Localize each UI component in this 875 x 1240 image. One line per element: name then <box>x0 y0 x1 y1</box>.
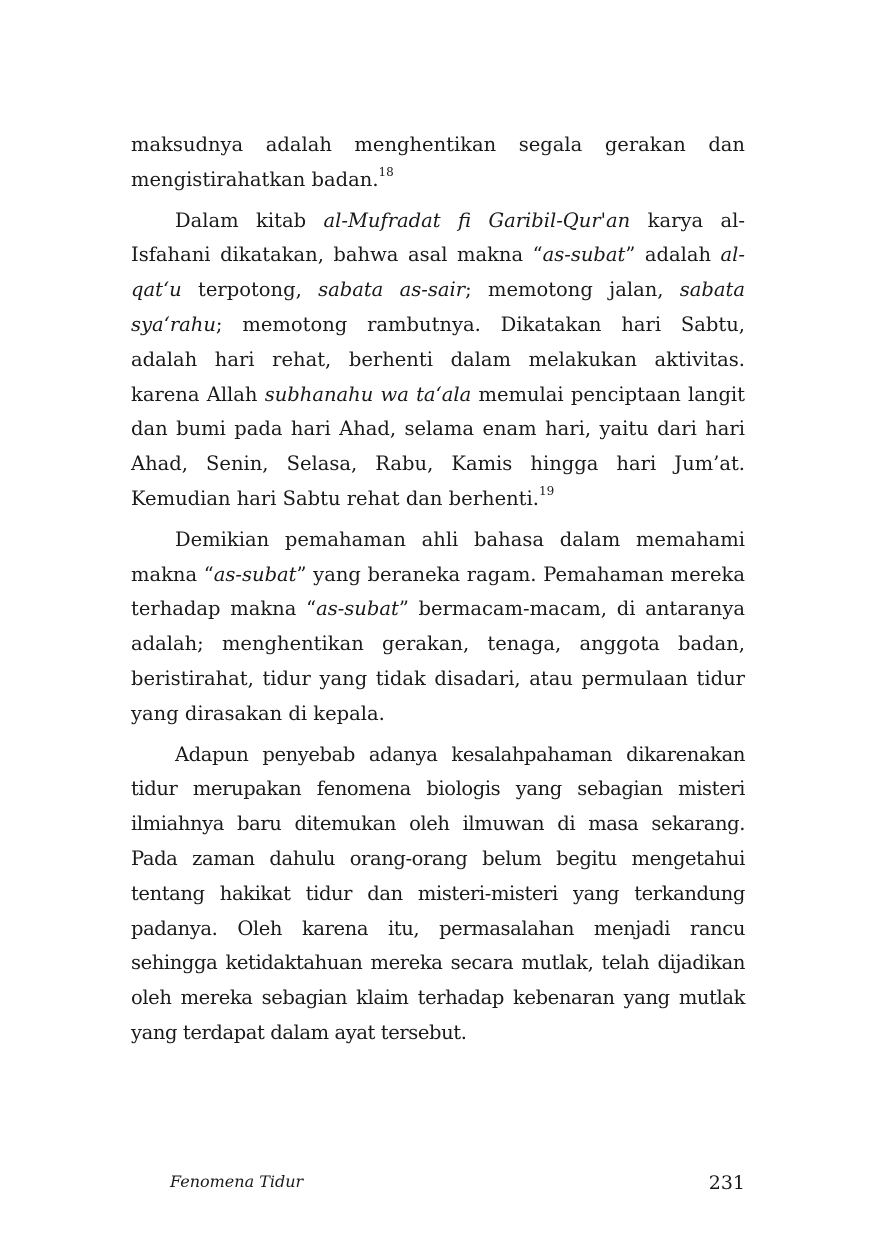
paragraph-text: Adapun penyebab adanya kesalahpahaman dikarenakan tidur merupakan fenomena biologis yang sebagian misteri ilmiahnya baru ditemukan oleh ilmuwan di masa sekarang. Pada zaman dahulu orang-orang belum begitu mengetahui tentang hakikat tidur dan misteri-misteri yang terkandung padanya. Oleh karena itu, permasalahan menjadi rancu sehingga ketidaktahuan mereka secara mutlak, telah dijadikan oleh mereka sebagian klaim terhadap kebenaran yang mutlak yang terdapat dalam ayat tersebut. <box>131 742 745 1044</box>
paragraph-3 <box>131 523 745 732</box>
footnote-ref-19: 19 <box>538 484 555 499</box>
paragraph-text: ; memotong jalan, <box>465 278 680 302</box>
running-footer-title: Fenomena Tidur <box>170 1172 304 1191</box>
paragraph-text: karya al-Isfahani dikatakan, bahwa asal makna “ <box>131 208 745 267</box>
paragraph-text: Dalam kitab <box>175 208 324 232</box>
paragraph-1 <box>131 128 745 198</box>
page-body <box>131 128 745 1057</box>
paragraph-text: ” yang beraneka ragam. Pemahaman mereka terhadap makna “ <box>131 562 745 621</box>
italic-term: as-subat <box>316 597 399 621</box>
italic-term: sabata as-sair <box>318 278 466 302</box>
italic-term: sabata sya‘rahu <box>131 278 745 336</box>
paragraph-text: terpotong, <box>181 278 319 302</box>
paragraph-text: Demikian pemahaman ahli bahasa dalam memahami makna “ <box>131 527 745 586</box>
paragraph-4 <box>131 738 745 1051</box>
italic-term: as-subat <box>213 562 297 586</box>
paragraph-2 <box>131 204 745 517</box>
italic-term: al-qat‘u <box>131 243 745 302</box>
paragraph-text: ; memotong rambutnya. Dikatakan hari Sabtu, adalah hari rehat, berhenti dalam melakukan aktivitas. karena Allah <box>131 312 745 406</box>
paragraph-text: ” bermacam-macam, di antaranya adalah; menghentikan gerakan, tenaga, anggota badan, beristirahat, tidur yang tidak disadari, atau permulaan tidur yang dirasakan di kepala. <box>131 597 745 725</box>
italic-term: subhanahu wa ta‘ala <box>264 382 472 406</box>
footnote-ref-18: 18 <box>378 165 394 180</box>
page-number: 231 <box>708 1172 745 1194</box>
paragraph-text: maksudnya adalah menghentikan segala gerakan dan mengistirahatkan badan. <box>131 133 745 191</box>
italic-term: as-subat <box>542 243 626 267</box>
italic-term: al-Mufradat fi Garibil-Qur'an <box>323 208 631 232</box>
paragraph-text: memulai penciptaan langit dan bumi pada hari Ahad, selama enam hari, yaitu dari hari Ahad, Senin, Selasa, Rabu, Kamis hingga hari Jum’at. Kemudian hari Sabtu rehat dan berhenti. <box>131 382 746 510</box>
paragraph-text: ” adalah <box>625 243 721 267</box>
